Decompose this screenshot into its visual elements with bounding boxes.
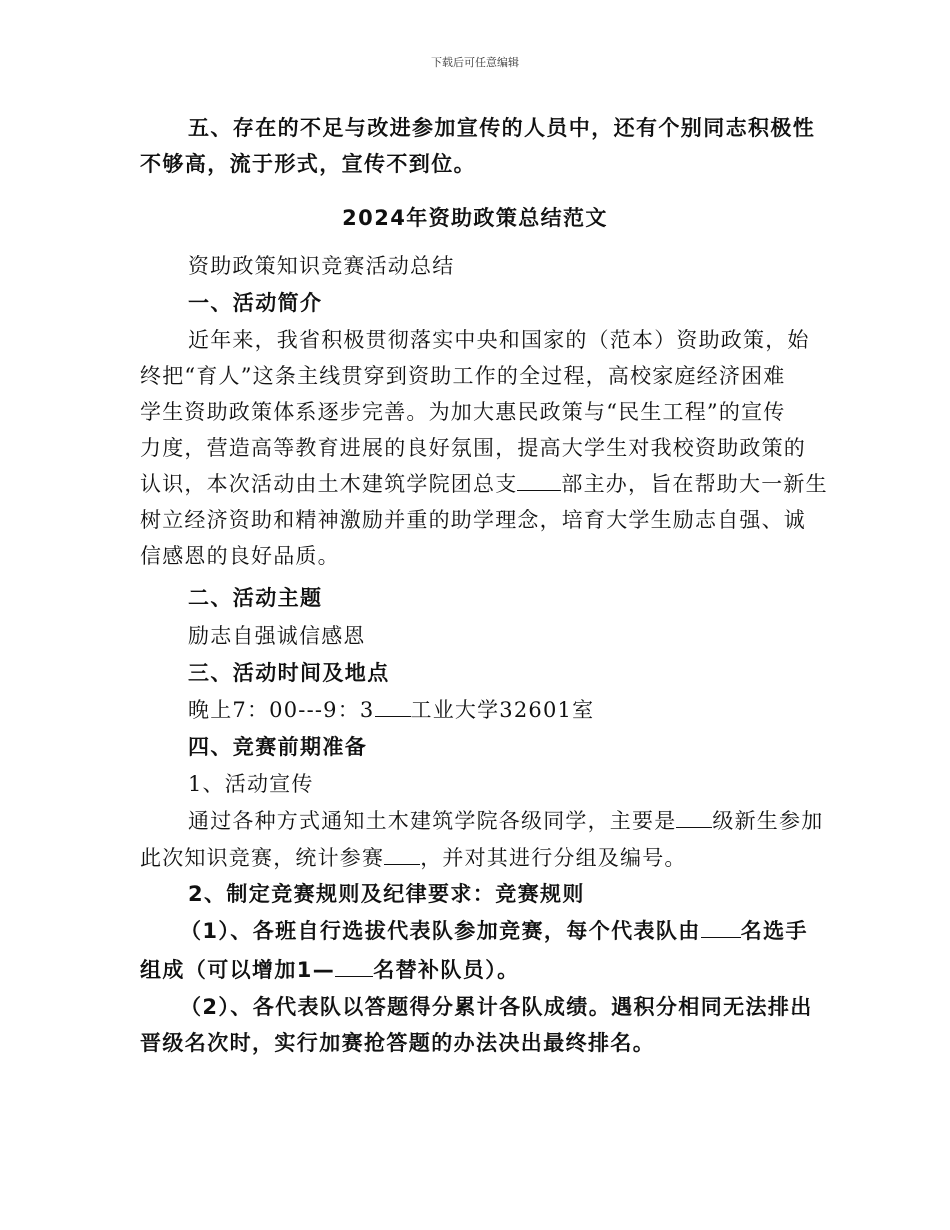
rule-line: （2）、各代表队以答题得分累计各队成绩。遇积分相同无法排出 [180, 995, 813, 1019]
paragraph-line: 树立经济资助和精神激励并重的助学理念，培育大学生励志自强、诚 [140, 508, 806, 532]
paragraph-line [140, 842, 812, 872]
section-heading: 一、活动简介 [188, 291, 323, 315]
paragraph-line [140, 468, 828, 498]
paragraph-line: 励志自强诚信感恩 [188, 624, 366, 648]
text-segment: 组成（可以增加1— [140, 958, 336, 982]
text-segment: 认识，本次活动由土木建筑学院团总支 [140, 472, 518, 496]
text-segment: ，并对其进行分组及编号。 [420, 846, 687, 870]
paragraph-line [188, 805, 860, 835]
text-segment: 通过各种方式通知土木建筑学院各级同学，主要是 [188, 809, 677, 833]
rule-line [140, 954, 812, 984]
document-title: 2024年资助政策总结范文 [342, 206, 608, 230]
blank-underline [676, 807, 712, 828]
text-segment: 部主办，旨在帮助大一新生 [561, 472, 828, 496]
blank-underline [375, 696, 411, 717]
blank-underline [335, 956, 373, 977]
section-heading: 二、活动主题 [188, 586, 323, 610]
text-segment: 工业大学32601室 [410, 698, 595, 722]
section-heading: 三、活动时间及地点 [188, 661, 390, 685]
paragraph-line: 五、存在的不足与改进参加宣传的人员中，还有个别同志积极性 [188, 116, 816, 140]
page-header-note: 下载后可任意编辑 [431, 56, 519, 69]
text-segment: 名选手 [740, 919, 808, 943]
subsection-heading: 2、制定竞赛规则及纪律要求：竞赛规则 [188, 882, 585, 906]
text-segment: 晚上7：00---9：3 [188, 698, 375, 722]
section-heading: 四、竞赛前期准备 [188, 735, 368, 759]
text-segment: 此次知识竞赛，统计参赛 [140, 846, 385, 870]
blank-underline [701, 917, 741, 938]
paragraph-line: 力度，营造高等教育进展的良好氛围，提高大学生对我校资助政策的 [140, 436, 806, 460]
blank-underline [517, 470, 561, 491]
text-segment: （1）、各班自行选拔代表队参加竞赛，每个代表队由 [180, 919, 701, 943]
rule-line [180, 915, 852, 945]
paragraph-line: 不够高，流于形式，宣传不到位。 [140, 152, 476, 176]
paragraph-line: 信感恩的良好品质。 [140, 544, 340, 568]
paragraph-line [188, 694, 860, 724]
text-segment: 名替补队员）。 [373, 958, 520, 982]
paragraph-line: 近年来，我省积极贯彻落实中央和国家的（范本）资助政策，始 [188, 328, 810, 352]
subsection-heading: 1、活动宣传 [188, 772, 314, 796]
subtitle: 资助政策知识竞赛活动总结 [188, 254, 455, 278]
paragraph-line: 终把“育人”这条主线贯穿到资助工作的全过程，高校家庭经济困难 [140, 364, 786, 388]
text-segment: 级新生参加 [712, 809, 824, 833]
paragraph-line: 学生资助政策体系逐步完善。为加大惠民政策与“民生工程”的宣传 [140, 400, 786, 424]
rule-line: 晋级名次时，实行加赛抢答题的办法决出最终排名。 [140, 1031, 656, 1055]
blank-underline [384, 844, 420, 865]
